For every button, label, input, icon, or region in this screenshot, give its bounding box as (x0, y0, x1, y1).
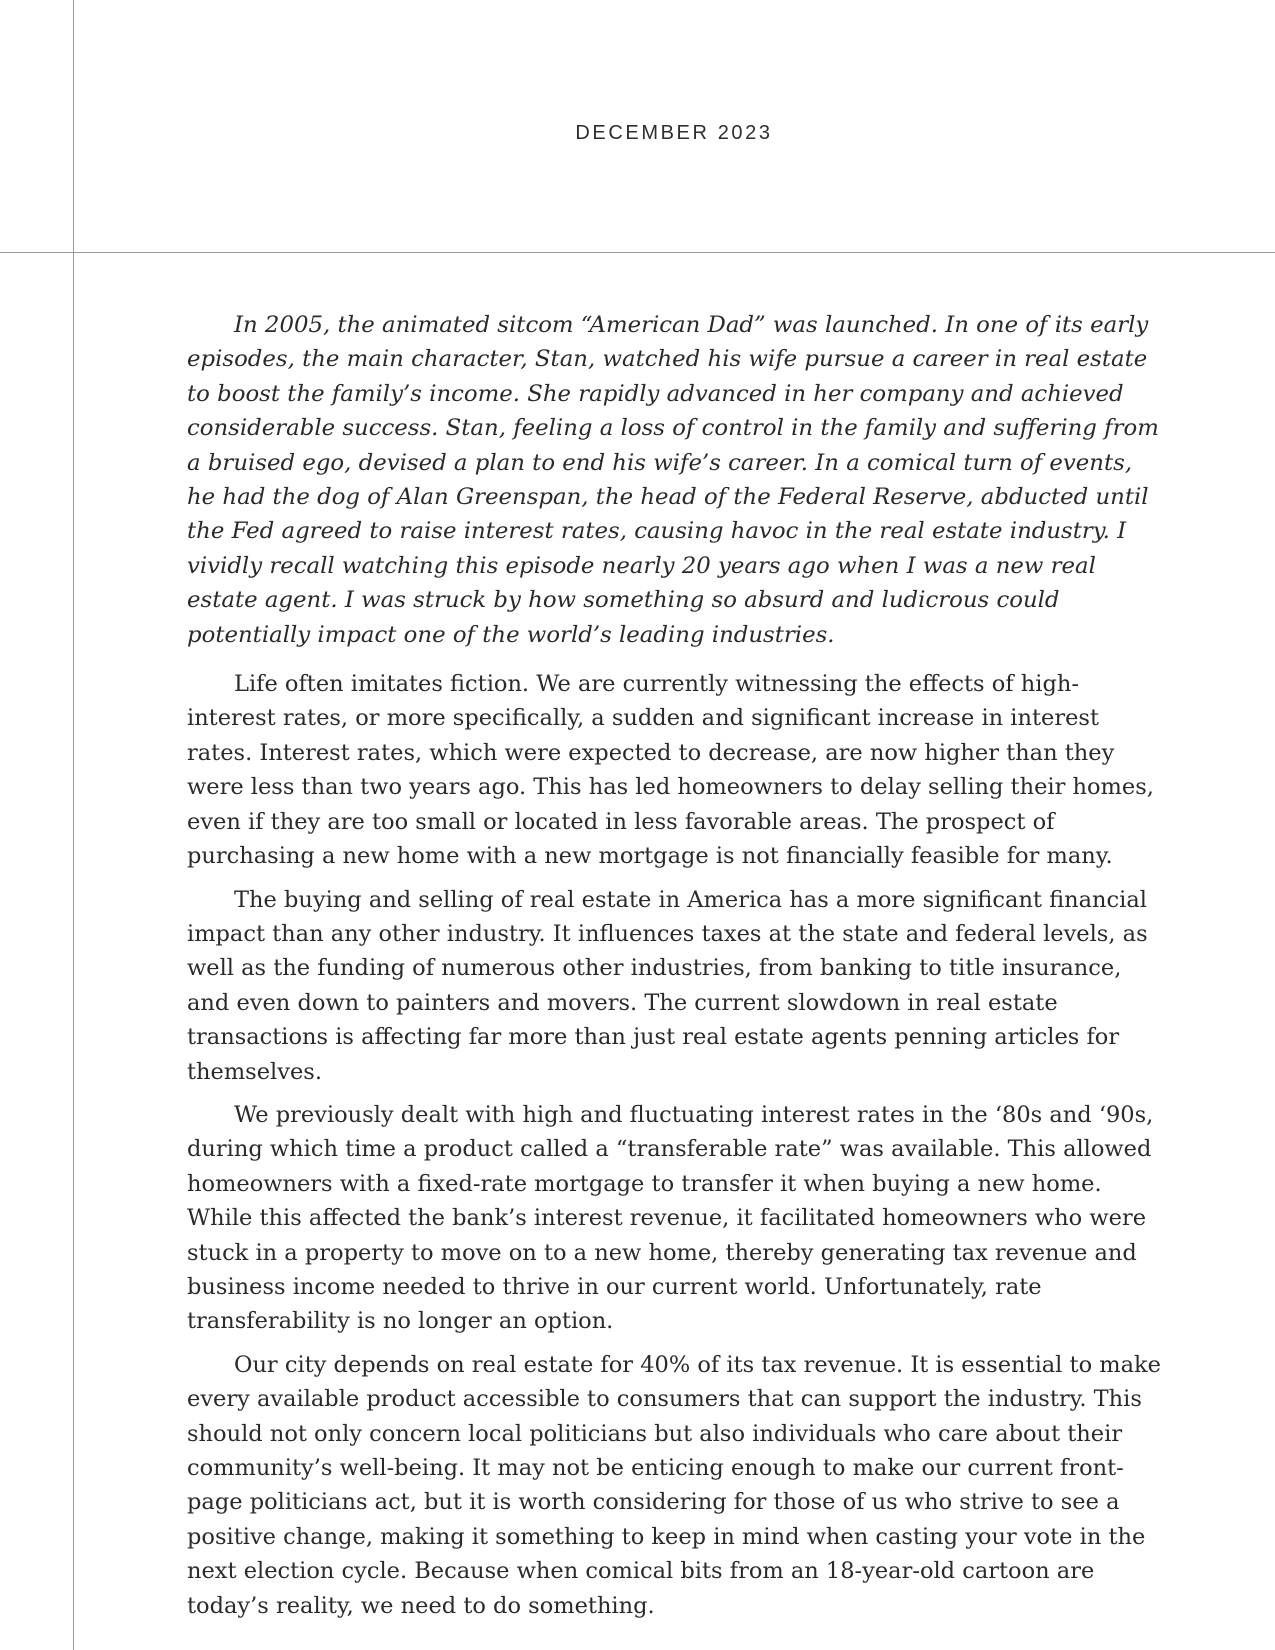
body-paragraph: We previously dealt with high and fluctuating interest rates in the ‘80s and ‘90s, during which time a product called a “transferable rate” was available. This allowed homeowners with a fixed-rate mortgage to transfer it when buying a new home. While this affected the bank’s interest revenue, it facilitated homeowners who were stuck in a property to move on to a new home, thereby generating tax revenue and business income needed to thrive in our current world. Unfortunately, rate transferability is no longer an option. (187, 1101, 1154, 1335)
body-paragraph: Our city depends on real estate for 40% of its tax revenue. It is essential to make every available product accessible to consumers that can support the industry. This should not only concern local politicians but also individuals who care about their community’s well-being. It may not be enticing enough to make our current front-page politicians act, but it is worth considering for those of us who strive to see a positive change, making it something to keep in mind when casting your vote in the next election cycle. Because when comical bits from an 18-year-old cartoon are today’s reality, we need to do something. (187, 1351, 1161, 1619)
article-body (187, 308, 1162, 1632)
issue-date: DECEMBER 2023 (575, 122, 773, 144)
body-paragraph: The buying and selling of real estate in America has a more significant financial impact than any other industry. It influences taxes at the state and federal levels, as well as the funding of numerous other industries, from banking to title insurance, and even down to painters and movers. The current slowdown in real estate transactions is affecting far more than just real estate agents penning articles for themselves. (187, 886, 1148, 1085)
body-paragraph: Life often imitates fiction. We are currently witnessing the effects of high-interest rates, or more specifically, a sudden and significant increase in interest rates. Interest rates, which were expected to decrease, are now higher than they were less than two years ago. This has led homeowners to delay selling their homes, even if they are too small or located in less favorable areas. The prospect of purchasing a new home with a new mortgage is not financially feasible for many. (187, 671, 1154, 870)
intro-paragraph: In 2005, the animated sitcom “American Dad” was launched. In one of its early episodes, the main character, Stan, watched his wife pursue a career in real estate to boost the family’s income. She rapidly advanced in her company and achieved considerable success. Stan, feeling a loss of control in the family and suffering from a bruised ego, devised a plan to end his wife’s career. In a comical turn of events, he had the dog of Alan Greenspan, the head of the Federal Reserve, abducted until the Fed agreed to raise interest rates, causing havoc in the real estate industry. I vividly recall watching this episode nearly 20 years ago when I was a new real estate agent. I was struck by how something so absurd and ludicrous could potentially impact one of the world’s leading industries. (187, 312, 1159, 648)
margin-rule-vertical (73, 0, 74, 1650)
header-rule-horizontal (0, 252, 1275, 253)
